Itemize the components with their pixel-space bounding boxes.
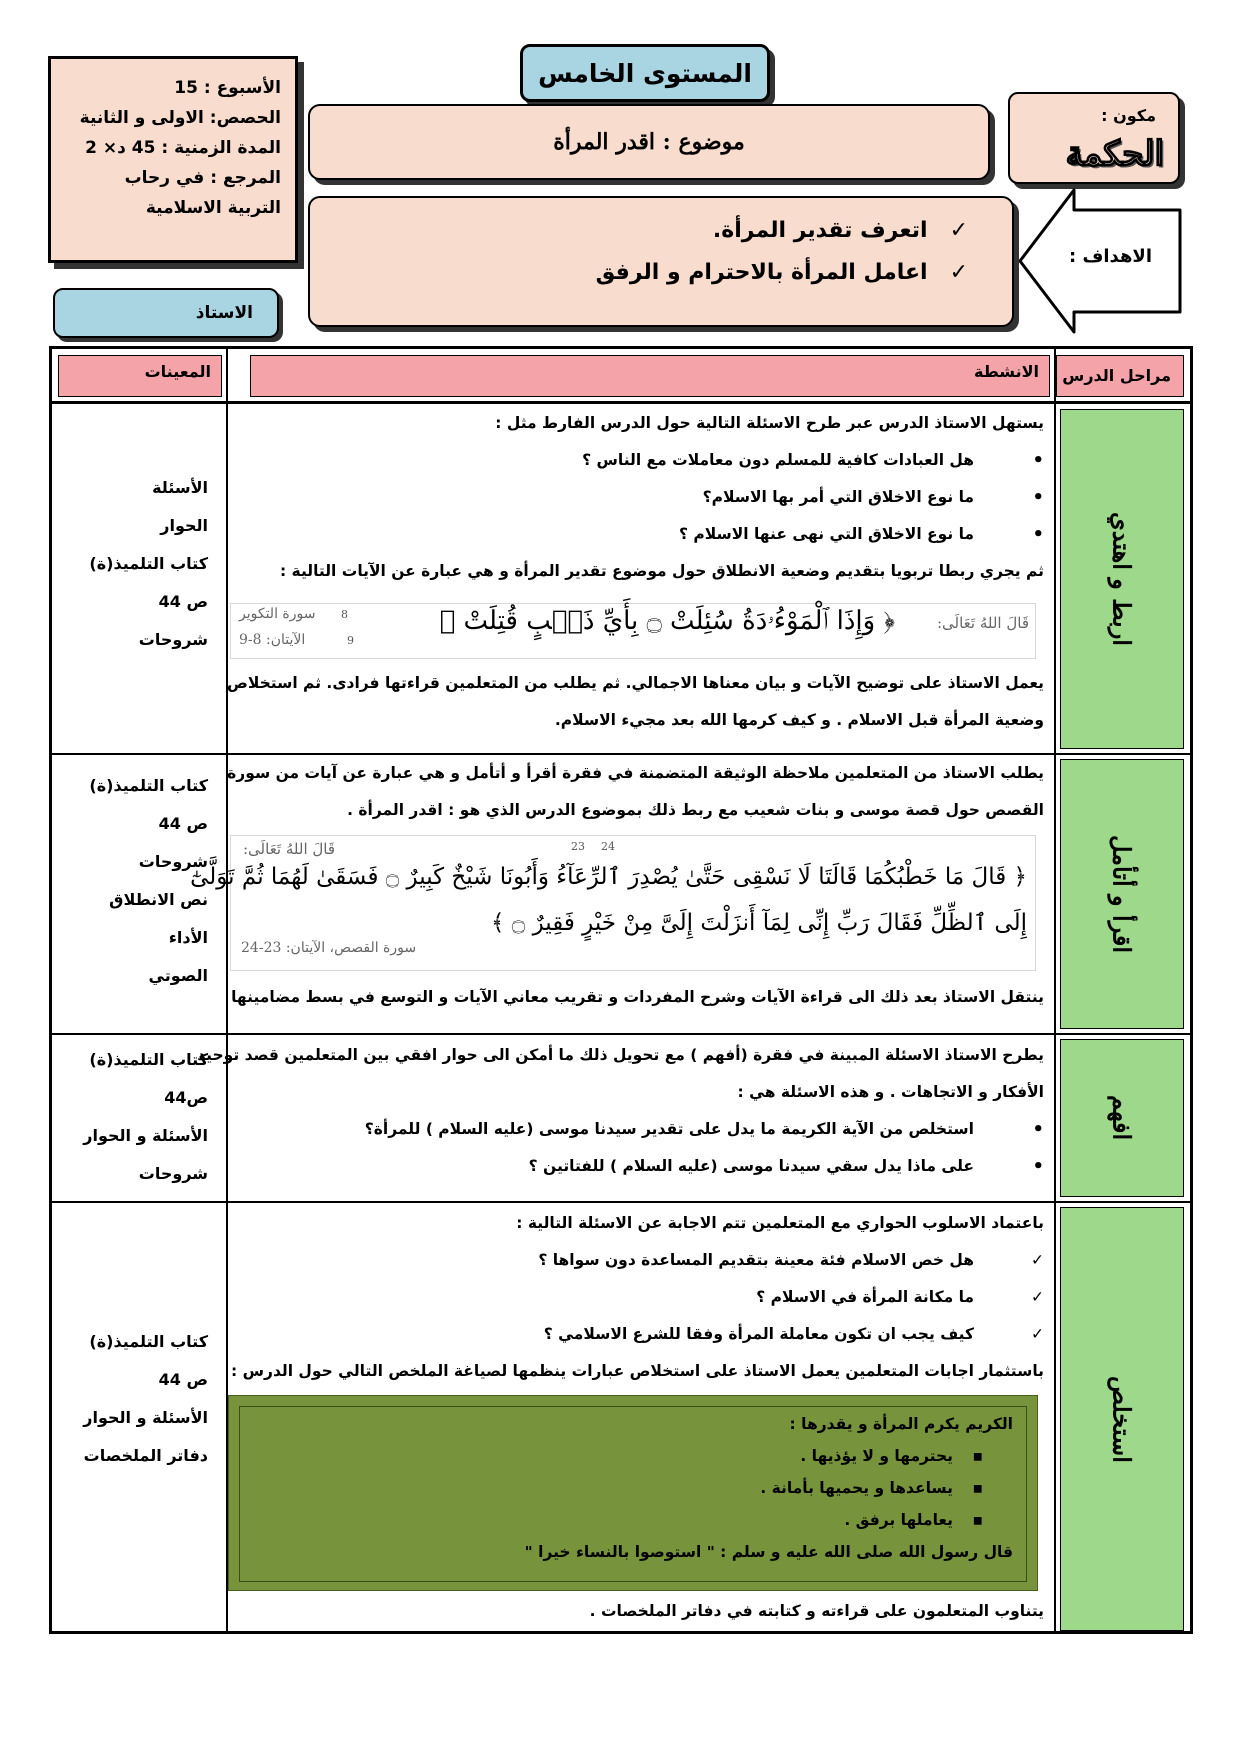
list-item: • استخلص من الآية الكريمة ما يدل على تقدير سيدنا موسى (عليه السلام ) للمرأة؟ (226, 1111, 1044, 1148)
level-title: المستوى الخامس (520, 44, 770, 102)
goals-label: الاهداف : (1069, 246, 1152, 267)
info-reference: المرجع : في رحاب (124, 168, 281, 188)
stage-cell (1060, 409, 1184, 749)
table-divider (52, 401, 1190, 404)
list-item: • ما نوع الاخلاق التي نهى عنها الاسلام ؟ (226, 516, 1044, 553)
info-duration: المدة الزمنية : 45 د× 2 (85, 138, 281, 158)
header-activities: الانشطة (250, 355, 1050, 397)
activities-cell: باعتماد الاسلوب الحواري مع المتعلمين تتم الاجابة عن الاسئلة التالية : ✓ هل خص الاسلام فئة معينة بتقديم المساعدة دون سواها ؟ ✓ ما مكانة المرأة في الاسلام ؟ ✓ كيف يجب ان تكون معاملة المرأة وفقا للشرع الاسلامي ؟ باستثمار اجابات المتعلمين يعمل الاستاذ على استخلاص عبارات ينظمها لصياغة الملخص التالي حول الدرس : (226, 1205, 1044, 1390)
header-resources: المعينات (58, 355, 222, 397)
info-reference-2: التربية الاسلامية (145, 198, 281, 218)
resources-list: الأسئلة الحوار كتاب التلميذ(ة) ص 44 شروحات (89, 478, 208, 649)
stage-cell (1060, 759, 1184, 1029)
list-item: • على ماذا يدل سقي سيدنا موسى (عليه السلام ) للفتاتين ؟ (226, 1148, 1044, 1185)
list-item: ✓ هل خص الاسلام فئة معينة بتقديم المساعدة دون سواها ؟ (226, 1242, 1044, 1279)
stage-label: اقرأ و أتأمل (1107, 834, 1137, 954)
lesson-table (49, 346, 1193, 1634)
header-stages: مراحل الدرس (1056, 355, 1184, 397)
activities-cell: ينتقل الاستاذ بعد ذلك الى قراءة الآيات وشرح المفردات و تقريب معاني الآيات و التوسع في بسط مضامينها (231, 988, 1044, 1006)
list-item: ▪ يحترمها و لا يؤذيها . (525, 1440, 1013, 1472)
list-item: • هل العبادات كافية للمسلم دون معاملات مع الناس ؟ (226, 442, 1044, 479)
stage-label: استخلص (1107, 1375, 1137, 1463)
component-name: الحكمة (1065, 134, 1164, 174)
stage-label: اربط و اهتدي (1107, 512, 1137, 646)
info-sessions: الحصص: الاولى و الثانية (79, 108, 281, 128)
teacher-label: الاستاذ (53, 288, 279, 338)
stage-cell (1060, 1039, 1184, 1197)
list-item: • ما نوع الاخلاق التي أمر بها الاسلام؟ (226, 479, 1044, 516)
list-item: ✓ كيف يجب ان تكون معاملة المرأة وفقا للشرع الاسلامي ؟ (226, 1316, 1044, 1353)
lesson-info-box (48, 56, 298, 263)
resources-list: كتاب التلميذ(ة) ص44 الأسئلة و الحوار شروحات (83, 1050, 208, 1183)
goals-box (308, 196, 1014, 327)
summary-hadith: قال رسول الله صلى الله عليه و سلم : " استوصوا بالنساء خيرا " (524, 1543, 1013, 1561)
list-item: ▪ يعاملها برفق . (525, 1504, 1013, 1536)
resources-list: كتاب التلميذ(ة) ص 44 شروحات نص الانطلاق الأداء الصوتي (89, 776, 208, 985)
stage-label: افهم (1107, 1095, 1137, 1141)
quran-verse-image: قَالَ اللهُ تَعَالَى: ﴿ وَإِذَا ٱلْمَوْءُۥدَةُ سُئِلَتْ ۝ بِأَيِّ ذَنۢبٍ قُتِلَتْ ﴾ 8 9 سورة التكوير الآيتان: 8-9 (230, 603, 1036, 659)
goal-item: ✓اعامل المرأة بالاحترام و الرفق (595, 260, 968, 285)
info-week: الأسبوع : 15 (174, 78, 281, 98)
quran-verse-image: قَالَ اللهُ تَعَالَى: ﴿ قَالَ مَا خَطْبُكُمَا قَالَتَا لَا نَسْقِى حَتَّىٰ يُصْدِرَ ٱلرِّعَآءُ وَأَبُونَا شَيْخٌ كَبِيرٌ ۝ فَسَقَىٰ لَهُمَا ثُمَّ تَوَلَّىٰٓ إِلَى ٱلظِّلِّ فَقَالَ رَبِّ إِنِّى لِمَآ أَنزَلْتَ إِلَىَّ مِنْ خَيْرٍ فَقِيرٌ ۝ ﴾ 23 24 سورة القصص، الآيتان: 23-24 (230, 835, 1036, 971)
activities-cell: يستهل الاستاذ الدرس عبر طرح الاسئلة التالية حول الدرس الفارط مثل : • هل العبادات كافية للمسلم دون معاملات مع الناس ؟ • ما نوع الاخلاق التي أمر بها الاسلام؟ • ما نوع الاخلاق التي نهى عنها الاسلام ؟ ثم يجري ربطا تربويا بتقديم وضعية الانطلاق حول موضوع تقدير المرأة و هي عبارة عن الآيات التالية : (226, 405, 1044, 590)
component-box (1008, 92, 1180, 184)
table-divider (1054, 349, 1056, 1631)
component-label: مكون : (1101, 106, 1156, 125)
activities-cell: يطرح الاستاذ الاسئلة المبينة في فقرة (أفهم ) مع تحويل ذلك ما أمكن الى حوار افقي بين المتعلمين قصد توحيد الأفكار و الاتجاهات . و هذه الاسئلة هي : • استخلص من الآية الكريمة ما يدل على تقدير سيدنا موسى (عليه السلام ) للمرأة؟ • على ماذا يدل سقي سيدنا موسى (عليه السلام ) للفتاتين ؟ (226, 1037, 1044, 1185)
goal-item: ✓اتعرف تقدير المرأة. (712, 218, 968, 243)
activities-cell: يتناوب المتعلمون على قراءته و كتابته في دفاتر الملخصات . (589, 1602, 1044, 1620)
activities-cell: يعمل الاستاذ على توضيح الآيات و بيان معناها الاجمالي. ثم يطلب من المتعلمين قراءتها فرادى. ثم استخلاص وضعية المرأة قبل الاسلام . و كيف كرمها الله بعد مجيء الاسلام. (226, 674, 1044, 729)
list-item: ✓ ما مكانة المرأة في الاسلام ؟ (226, 1279, 1044, 1316)
check-icon: ✓ (949, 218, 968, 243)
list-item: ▪ يساعدها و يحميها بأمانة . (525, 1472, 1013, 1504)
stage-cell (1060, 1207, 1184, 1631)
summary-box (228, 1395, 1038, 1591)
resources-list: كتاب التلميذ(ة) ص 44 الأسئلة و الحوار دفاتر الملخصات (83, 1332, 208, 1465)
summary-title: الكريم يكرم المرأة و يقدرها : (789, 1415, 1013, 1433)
activities-cell: يطلب الاستاذ من المتعلمين ملاحظة الوثيقة المتضمنة في فقرة أقرأ و أتأمل و هي عبارة عن آيات من سورة القصص حول قصة موسى و بنات شعيب مع ربط ذلك بموضوع الدرس الذي هو : اقدر المرأة . (227, 764, 1044, 819)
check-icon: ✓ (949, 260, 968, 285)
table-divider (52, 1201, 1190, 1203)
table-divider (52, 1033, 1190, 1035)
subject-title: موضوع : اقدر المرأة (308, 104, 990, 180)
